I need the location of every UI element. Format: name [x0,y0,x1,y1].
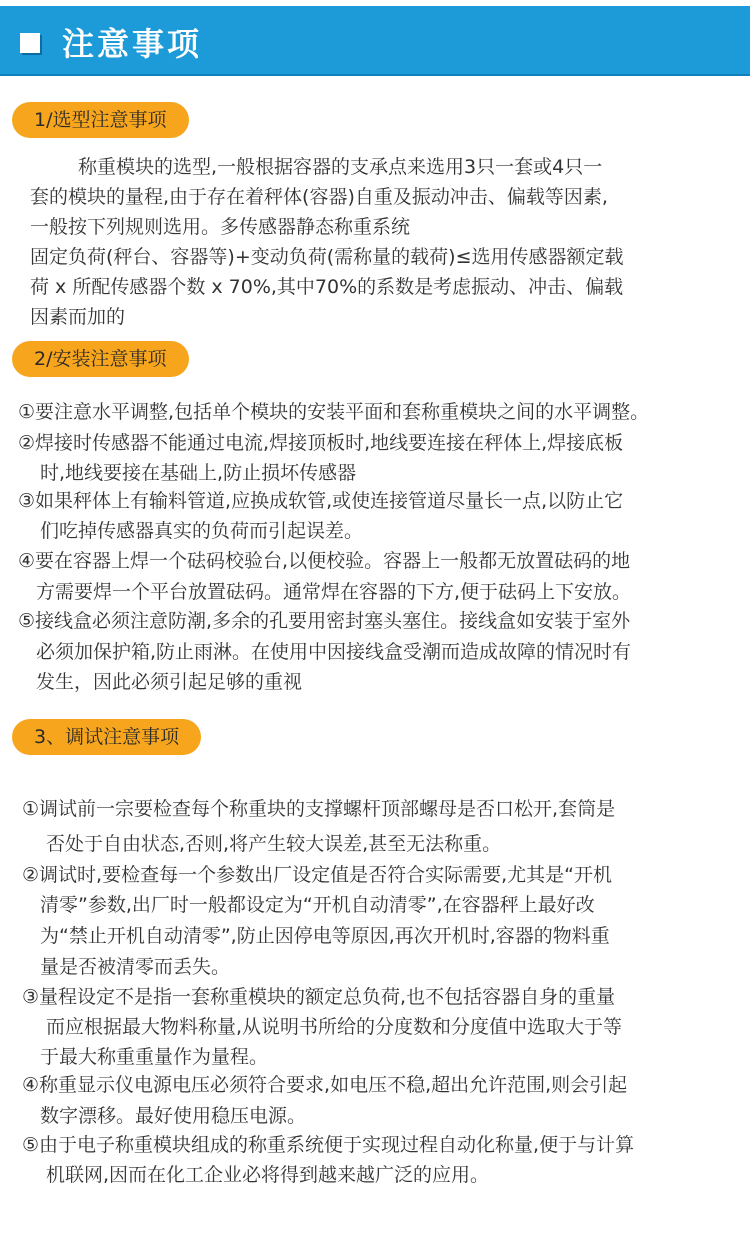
section-3-line: 于最大称重重量作为量程。 [40,1046,269,1068]
section-1-line: 因素而加的 [30,306,126,328]
section-3-line: ③量程设定不是指一套称重模块的额定总负荷,也不包括容器自身的重量 [22,986,616,1008]
section-2-line: 必须加保护箱,防止雨淋。在使用中因接线盒受潮而造成故障的情况时有 [36,641,632,663]
section-2-line: ⑤接线盒必须注意防潮,多余的孔要用密封塞头塞住。接线盒如安装于室外 [18,610,631,632]
section-1-line: 套的模块的量程,由于存在着秤体(容器)自重及振动冲击、偏载等因素, [30,186,608,208]
section-3-line: 数字漂移。最好使用稳压电源。 [40,1105,307,1127]
section-2-line: ④要在容器上焊一个砝码校验台,以便校验。容器上一般都无放置砝码的地 [18,550,631,572]
header-bar [0,6,750,76]
section-2-title: 2/安装注意事项 [12,341,189,377]
section-3-line: 否处于自由状态,否则,将产生较大误差,甚至无法称重。 [46,833,502,855]
section-3-line: ⑤由于电子称重模块组成的称重系统便于实现过程自动化称量,便于与计算 [22,1134,635,1156]
section-2-line: 们吃掉传感器真实的负荷而引起误差。 [40,520,364,542]
section-3-line: ①调试前一宗要检查每个称重块的支撑螺杆顶部螺母是否口松开,套筒是 [22,798,616,820]
section-3-line: 量是否被清零而丢失。 [40,956,231,978]
section-2-line: 时,地线要接在基础上,防止损坏传感器 [40,462,357,484]
section-3-line: ②调试时,要检查每一个参数出厂设定值是否符合实际需要,尤其是“开机 [22,864,612,886]
section-1-title: 1/选型注意事项 [12,102,189,138]
section-1-line: 一般按下列规则选用。多传感器静态称重系统 [30,216,411,238]
section-1-line: 荷 x 所配传感器个数 x 70%,其中70%的系数是考虑振动、冲击、偏载 [30,276,624,298]
section-2-line: 发生，因此必须引起足够的重视 [36,671,303,693]
section-2-line: ①要注意水平调整,包括单个模块的安装平面和套称重模块之间的水平调整。 [18,401,650,423]
section-1-line: 固定负荷(秤台、容器等)+变动负荷(需称量的载荷)≤选用传感器额定载 [30,246,624,268]
section-3-line: 为“禁止开机自动清零”,防止因停电等原因,再次开机时,容器的物料重 [40,925,610,947]
section-3-line: 机联网,因而在化工企业必将得到越来越广泛的应用。 [46,1164,490,1186]
section-3-line: 而应根据最大物料称量,从说明书所给的分度数和分度值中选取大于等 [46,1016,623,1038]
section-2-line: 方需要焊一个平台放置砝码。通常焊在容器的下方,便于砝码上下安放。 [36,581,632,603]
square-icon [20,33,40,53]
section-3-line: 清零”参数,出厂时一般都设定为“开机自动清零”,在容器秤上最好改 [40,894,595,916]
section-3-title: 3、调试注意事项 [12,719,201,755]
section-3-line: ④称重显示仪电源电压必须符合要求,如电压不稳,超出允许范围,则会引起 [22,1074,628,1096]
section-2-line: ②焊接时传感器不能通过电流,焊接顶板时,地线要连接在秤体上,焊接底板 [18,432,624,454]
page-title: 注意事项 [62,25,203,63]
section-1-line: 称重模块的选型,一般根据容器的支承点来选用3只一套或4只一 [78,156,603,178]
section-2-line: ③如果秤体上有输料管道,应换成软管,或使连接管道尽量长一点,以防止它 [18,490,624,512]
